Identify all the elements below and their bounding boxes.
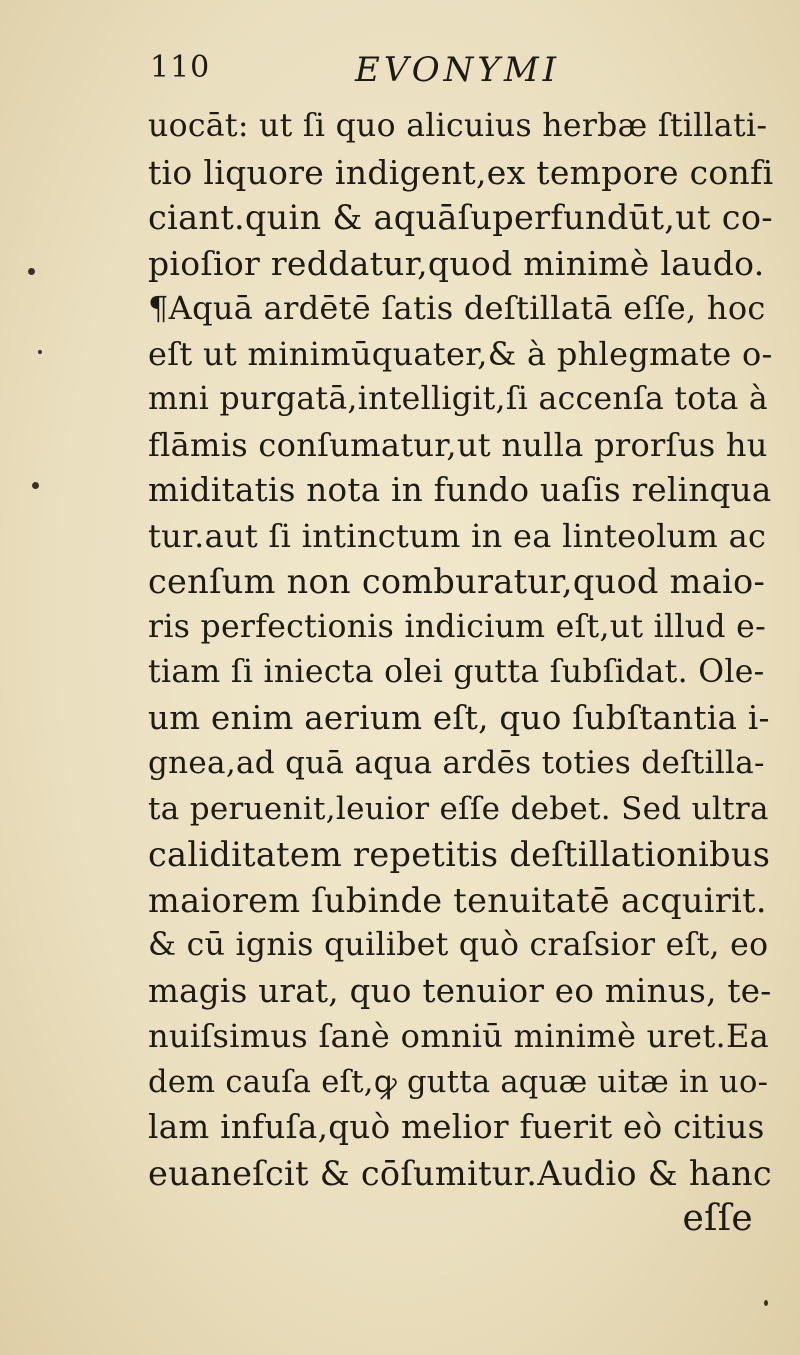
- text-line: mni purgatā,intelligit,ſi accenſa tota à: [148, 381, 768, 417]
- text-line: tur.aut ſi intinctum in ea linteolum ac: [148, 516, 767, 555]
- text-line: nuiſsimus ſanè omniū minimè uret.Ea: [148, 1017, 770, 1055]
- ink-spot: [28, 268, 35, 275]
- catchword: eſſe: [682, 1198, 753, 1239]
- ink-spot: [32, 482, 39, 489]
- text-line: ¶Aquā ardētē ſatis deſtillatā eſſe, hoc: [148, 289, 766, 327]
- text-line: cenſum non comburatur,quod maio-: [148, 562, 766, 601]
- text-line: pioſior reddatur,quod minimè laudo.: [148, 243, 765, 283]
- text-line: tio liquore indigent,ex tempore confi: [148, 152, 774, 192]
- text-line: flāmis conſumatur,ut nulla prorſus hu: [148, 425, 768, 464]
- text-line: maiorem ſubinde tenuitatē acquirit.: [148, 880, 767, 920]
- text-line: ta peruenit,leuior eſſe debet. Sed ultra: [148, 790, 769, 827]
- text-line: caliditatem repetitis deſtillationibus: [148, 835, 771, 874]
- text-line: dem cauſa eſt,ꝙ gutta aquæ uitæ in uo-: [148, 1064, 769, 1100]
- ink-spot: [38, 350, 42, 354]
- body-text: [148, 104, 773, 1242]
- text-line: lam infuſa,quò melior fuerit eò citius: [148, 1108, 765, 1146]
- text-line: magis urat, quo tenuior eo minus, te-: [148, 971, 772, 1010]
- page-header: [150, 50, 670, 102]
- text-line: euaneſcit & cōſumitur.Audio & hanc: [148, 1153, 772, 1193]
- text-line: ris perfectionis indicium eſt,ut illud e-: [148, 608, 767, 645]
- ink-spot: [764, 1300, 768, 1306]
- text-line: & cū ignis quilibet quò craſsior eſt, eo: [148, 927, 769, 963]
- page-number: 110: [150, 50, 211, 85]
- text-line: ciant.quin & aquāſuperfundūt,ut co-: [148, 198, 773, 237]
- text-line: miditatis nota in fundo uaſis relinqua: [148, 471, 772, 509]
- text-line: um enim aerium eſt, quo ſubſtantia i-: [148, 698, 770, 737]
- text-line: uocāt: ut ſi quo alicuius herbæ ſtillati-: [148, 108, 768, 144]
- text-line: tiam ſi iniecta olei gutta ſubſidat. Ole-: [148, 654, 765, 690]
- running-title: EVONYMI: [355, 50, 561, 90]
- text-line: gnea,ad quā aqua ardēs toties deſtilla-: [148, 745, 765, 781]
- text-line: eſt ut minimūquater,& à phlegmate o-: [148, 334, 773, 373]
